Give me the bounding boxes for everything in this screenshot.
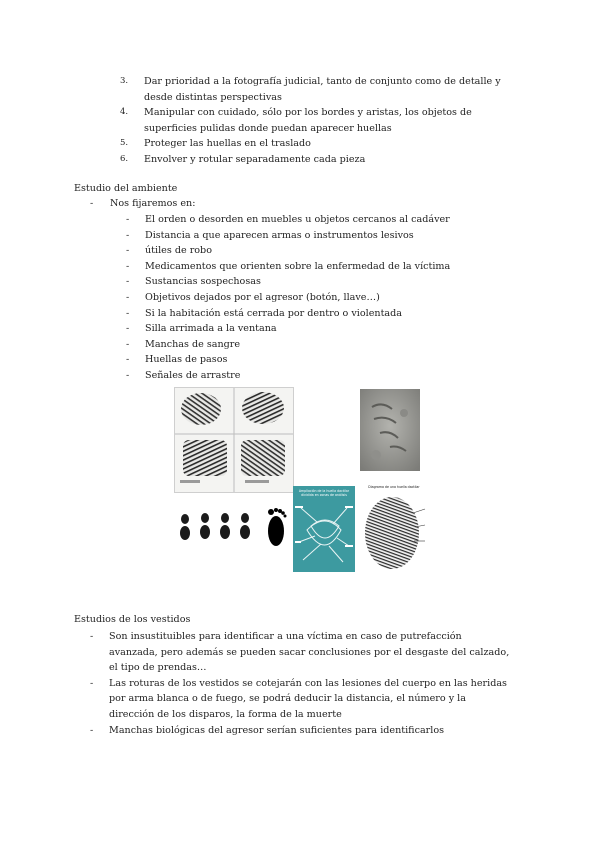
list-text: Huellas de pasos — [145, 354, 228, 366]
list-text: Señales de arrastre — [145, 369, 241, 381]
list-text: Manchas de sangre — [145, 338, 241, 350]
dash-bullet: - — [126, 307, 130, 319]
list-item — [126, 352, 450, 368]
list-text: Proteger las huellas en el traslado — [144, 138, 311, 150]
ambiente-intro — [90, 196, 195, 212]
list-text: útiles de robo — [145, 245, 212, 257]
list-number: 6. — [120, 153, 129, 164]
dash-bullet: - — [126, 245, 130, 257]
section-heading-ambiente: Estudio del ambiente — [74, 183, 178, 194]
list-item — [126, 321, 450, 337]
rock-surface-image — [360, 389, 420, 471]
list-text: Son insustituibles para identificar a una víctima en caso de putrefacción avanzada, pero además se pueden sacar conclusiones por el desgaste del calzado, el tipo de prendas… — [109, 631, 510, 674]
list-text: Manchas biológicas del agresor serían suficientes para identificarlos — [109, 724, 445, 736]
list-text: Objetivos dejados por el agresor (botón, llave…) — [145, 291, 380, 303]
dash-bullet: - — [90, 724, 94, 736]
dash-bullet: - — [126, 338, 130, 350]
dash-bullet: - — [126, 354, 130, 366]
vestidos-items — [90, 629, 510, 738]
dash-bullet: - — [126, 229, 130, 241]
list-item — [126, 259, 450, 275]
list-item — [126, 228, 450, 244]
ambiente-items — [126, 212, 450, 384]
list-text: Envolver y rotular separadamente cada pieza — [144, 153, 366, 165]
list-item — [120, 74, 520, 105]
list-text: Sustancias sospechosas — [145, 276, 261, 288]
list-item — [90, 723, 510, 739]
list-text: Distancia a que aparecen armas o instrumentos lesivos — [145, 229, 414, 241]
dash-bullet: - — [90, 677, 94, 689]
list-item — [120, 105, 520, 136]
dash-bullet: - — [90, 631, 94, 642]
fingerprint-analysis-image — [293, 486, 355, 572]
fingerprint-diagram-image — [359, 483, 429, 575]
list-item — [90, 629, 510, 676]
figure-caption: Ampliación de la huella dactilar dividida en zonas de análisis — [298, 489, 350, 497]
list-item — [126, 337, 450, 353]
list-text: Dar prioridad a la fotografía judicial, tanto de conjunto como de detalle y desde distintas perspectivas — [144, 76, 501, 103]
section-heading-vestidos: Estudios de los vestidos — [74, 614, 191, 625]
list-text: Medicamentos que orienten sobre la enfermedad de la víctima — [145, 260, 451, 272]
list-item — [126, 290, 450, 306]
numbered-list — [120, 74, 520, 168]
list-item — [90, 676, 510, 723]
fingerprint-cards-image — [174, 387, 294, 493]
dash-bullet: - — [90, 198, 94, 209]
dash-bullet: - — [126, 291, 130, 303]
list-item — [126, 212, 450, 228]
ambiente-intro-text: Nos fijaremos en: — [110, 198, 196, 209]
dash-bullet: - — [126, 369, 130, 381]
list-text: Silla arrimada a la ventana — [145, 323, 277, 335]
list-item — [120, 152, 520, 168]
list-text: Si la habitación está cerrada por dentro o violentada — [145, 307, 403, 319]
dash-bullet: - — [126, 276, 130, 288]
list-number: 3. — [120, 76, 129, 86]
dash-bullet: - — [126, 260, 130, 272]
list-item — [126, 274, 450, 290]
figure-caption: Diagrama de una huella dactilar — [368, 485, 420, 489]
list-number: 5. — [120, 138, 129, 149]
list-item — [120, 136, 520, 152]
dash-bullet: - — [126, 214, 130, 225]
list-item — [126, 243, 450, 259]
list-text: El orden o desorden en muebles u objetos cercanos al cadáver — [145, 214, 450, 225]
list-text: Las roturas de los vestidos se cotejarán con las lesiones del cuerpo en las heridas por arma blanca o de fuego, se podrá deducir la distancia, el número y la dirección de los disparos, la forma de la muerte — [109, 677, 507, 720]
dash-bullet: - — [126, 323, 130, 335]
footprints-image — [176, 505, 288, 549]
list-item — [126, 368, 450, 384]
list-number: 4. — [120, 107, 129, 118]
list-item — [126, 306, 450, 322]
list-text: Manipular con cuidado, sólo por los bordes y aristas, los objetos de superficies pulidas donde puedan aparecer huellas — [144, 107, 472, 134]
